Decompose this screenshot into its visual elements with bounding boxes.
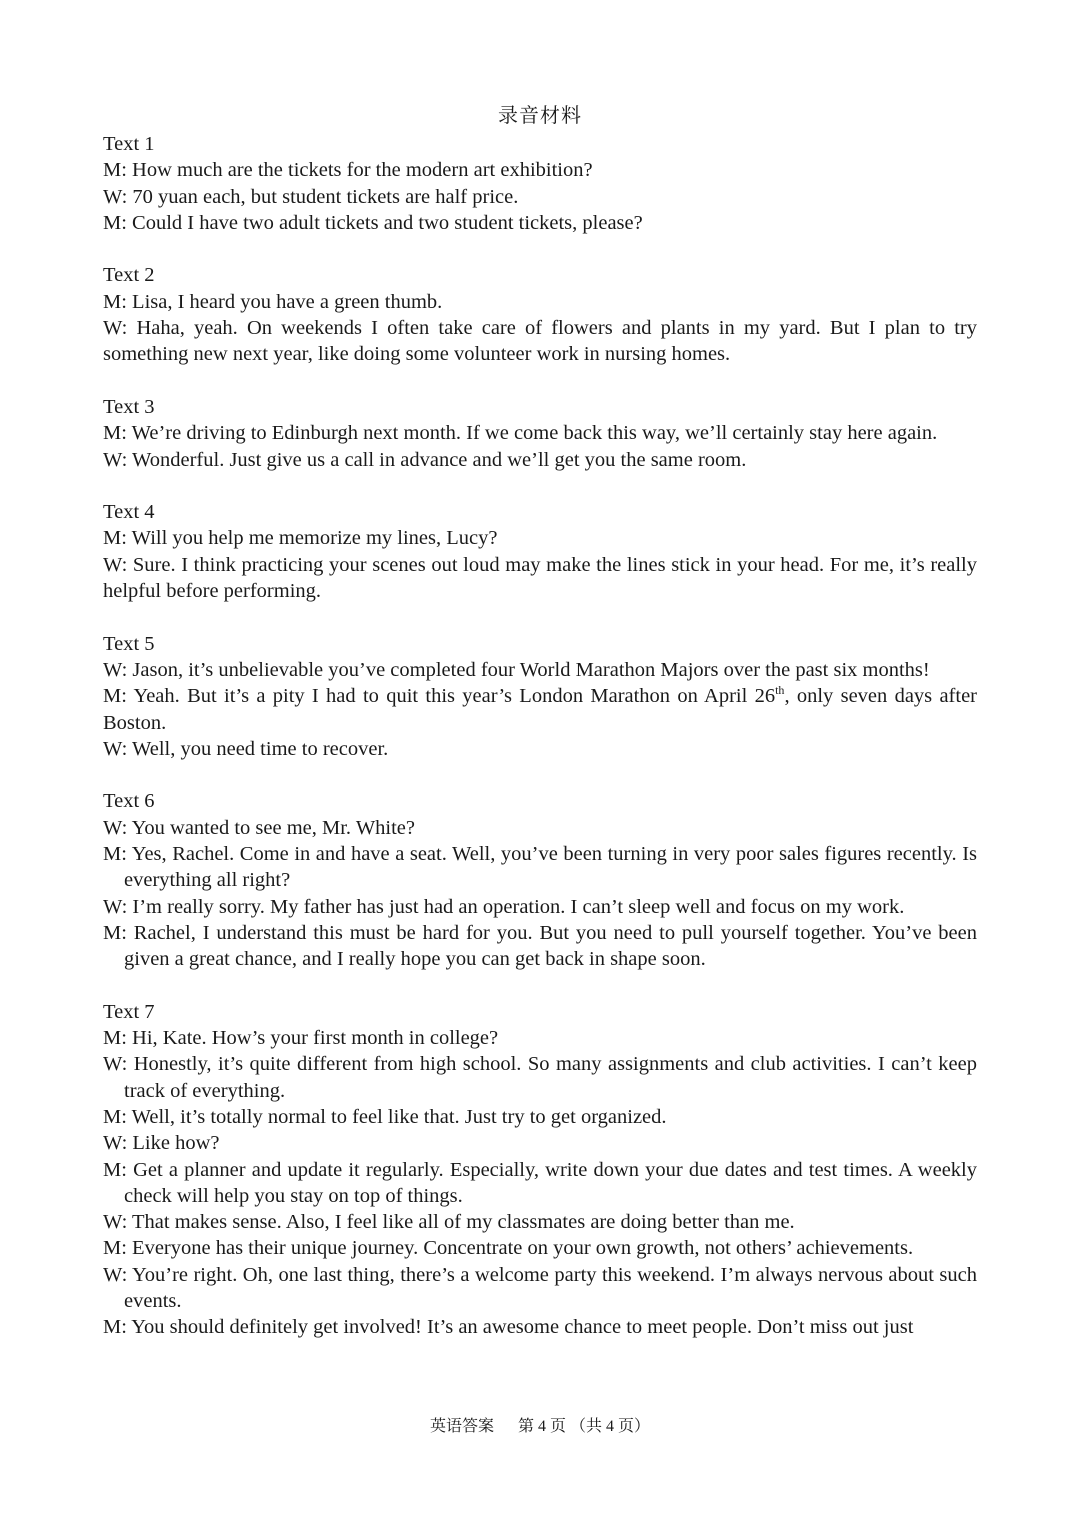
dialogue-line: W: Honestly, it’s quite different from high school. So many assignments and club activities. I can’t keep track of everything. — [103, 1053, 977, 1102]
dialogue-text: , only seven days after Boston. — [103, 685, 977, 734]
transcript-body — [103, 131, 977, 1367]
text-section-7 — [103, 999, 977, 1341]
section-heading: Text 4 — [103, 501, 155, 524]
dialogue-line: M: You should definitely get involved! It’s an awesome chance to meet people. Don’t miss out just — [103, 1316, 914, 1339]
dialogue-text: M: Yeah. But it’s a pity I had to quit this year’s London Marathon on April 26 — [103, 685, 776, 708]
footer-page-info: 第 4 页 （共 4 页） — [518, 1418, 651, 1435]
dialogue-line: M: Will you help me memorize my lines, Lucy? — [103, 527, 498, 550]
dialogue-line: W: I’m really sorry. My father has just had an operation. I can’t sleep well and focus on my work. — [103, 895, 905, 918]
dialogue-line: M: Hi, Kate. How’s your first month in college? — [103, 1027, 499, 1050]
section-heading: Text 1 — [103, 133, 155, 155]
text-section-2 — [103, 262, 977, 367]
ordinal-suffix: th — [775, 683, 785, 698]
text-section-6 — [103, 788, 977, 972]
footer-subject: 英语答案 — [429, 1418, 494, 1435]
dialogue-line: M: Get a planner and update it regularly. Especially, write down your due dates and test times. A weekly check will help you stay on top of things. — [103, 1158, 977, 1207]
dialogue-line: M: Everyone has their unique journey. Concentrate on your own growth, not others’ achievements. — [103, 1237, 914, 1260]
page-footer — [0, 1417, 1080, 1437]
dialogue-line: W: That makes sense. Also, I feel like all of my classmates are doing better than me. — [103, 1211, 795, 1234]
dialogue-line: M: Lisa, I heard you have a green thumb. — [103, 290, 443, 313]
page-title: 录音材料 — [498, 105, 582, 127]
dialogue-line: M: Yes, Rachel. Come in and have a seat. Well, you’ve been turning in very poor sales figures recently. Is everything all right? — [103, 843, 977, 892]
dialogue-line: W: You’re right. Oh, one last thing, there’s a welcome party this weekend. I’m always nervous about such events. — [103, 1263, 977, 1313]
dialogue-line: W: Jason, it’s unbelievable you’ve completed four World Marathon Majors over the past six months! — [103, 658, 930, 681]
text-section-3 — [103, 394, 977, 473]
dialogue-line: M: Rachel, I understand this must be hard for you. But you need to pull yourself together. You’ve been given a great chance, and I really hope you can get back in shape soon. — [103, 921, 977, 971]
dialogue-line — [103, 683, 977, 736]
section-heading: Text 3 — [103, 395, 155, 418]
dialogue-line: W: 70 yuan each, but student tickets are half price. — [103, 185, 519, 208]
dialogue-line: M: Well, it’s totally normal to feel like that. Just try to get organized. — [103, 1105, 667, 1128]
text-section-1 — [103, 131, 977, 236]
dialogue-line: W: Wonderful. Just give us a call in advance and we’ll get you the same room. — [103, 448, 747, 471]
dialogue-line: W: You wanted to see me, Mr. White? — [103, 816, 416, 839]
dialogue-line: M: Could I have two adult tickets and two student tickets, please? — [103, 211, 643, 234]
text-section-5 — [103, 631, 977, 762]
dialogue-line: W: Like how? — [103, 1132, 220, 1155]
dialogue-line: M: We’re driving to Edinburgh next month. If we come back this way, we’ll certainly stay here again. — [103, 422, 938, 445]
dialogue-line: W: Sure. I think practicing your scenes out loud may make the lines stick in your head. For me, it’s really helpful before performing. — [103, 553, 977, 603]
text-section-4 — [103, 499, 977, 604]
section-heading: Text 2 — [103, 264, 155, 287]
section-heading: Text 6 — [103, 790, 155, 813]
dialogue-line: M: How much are the tickets for the modern art exhibition? — [103, 159, 593, 182]
dialogue-line: W: Well, you need time to recover. — [103, 737, 389, 760]
section-heading: Text 5 — [103, 632, 155, 655]
dialogue-line: W: Haha, yeah. On weekends I often take care of flowers and plants in my yard. But I plan to try something new next year, like doing some volunteer work in nursing homes. — [103, 317, 977, 366]
section-heading: Text 7 — [103, 1000, 155, 1023]
